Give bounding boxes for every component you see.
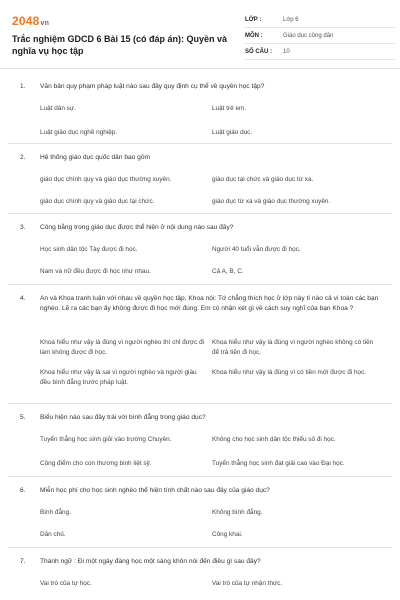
option-a[interactable]: giáo dục chính quy và giáo dục thường xuyên. bbox=[40, 176, 172, 183]
option-c[interactable]: Nam và nữ đều được đi học như nhau. bbox=[40, 268, 151, 275]
divider bbox=[8, 213, 392, 214]
option-a[interactable]: Khoa hiểu như vậy là đúng vì người nghèo thì chỉ được đi làm không được đi học. bbox=[40, 339, 205, 356]
option-b[interactable]: Không bình đẳng. bbox=[212, 509, 263, 516]
question-text: Công bằng trong giáo dục được thể hiện ở nội dung nào sau đây? bbox=[40, 224, 234, 231]
option-b[interactable]: Khoa hiểu như vậy là đúng vì người nghèo không có tiền để trả tiền đi học. bbox=[212, 339, 374, 356]
option-b[interactable]: Vai trò của tự nhận thức. bbox=[212, 580, 283, 587]
option-a[interactable]: Tuyển thẳng học sinh giỏi vào trường Chuyên. bbox=[40, 436, 172, 443]
divider bbox=[8, 143, 392, 144]
question-number: 1. bbox=[20, 83, 26, 90]
meta-row-subject bbox=[245, 28, 395, 44]
meta-value: Giáo dục công dân bbox=[283, 32, 334, 39]
divider bbox=[8, 284, 392, 285]
option-d[interactable]: Công khai. bbox=[212, 531, 243, 538]
question-text: Thành ngữ : Đi một ngày đàng học một sàng khôn nói đến điều gì sau đây? bbox=[40, 558, 261, 565]
question-number: 6. bbox=[20, 487, 26, 494]
option-c[interactable]: Luật giáo dục nghề nghiệp. bbox=[40, 129, 118, 136]
meta-row-class bbox=[245, 12, 395, 28]
meta-label: LỚP : bbox=[245, 16, 262, 23]
option-c[interactable]: Dân chủ. bbox=[40, 531, 66, 538]
site-logo[interactable] bbox=[12, 14, 49, 28]
question-number: 2. bbox=[20, 154, 26, 161]
question-number: 5. bbox=[20, 414, 26, 421]
divider bbox=[8, 476, 392, 477]
page-header bbox=[0, 0, 400, 69]
divider bbox=[8, 547, 392, 548]
question-number: 4. bbox=[20, 295, 26, 302]
meta-value: Lớp 6 bbox=[283, 16, 299, 23]
option-c[interactable]: giáo dục chính quy và giáo dục tại chức. bbox=[40, 198, 155, 205]
question-text: Miễn học phí cho học sinh nghèo thể hiện tính chất nào sau đây của giáo dục? bbox=[40, 487, 270, 494]
option-d[interactable]: Tuyển thẳng học sinh đạt giải cao vào Đại học. bbox=[212, 460, 345, 467]
meta-table bbox=[245, 12, 395, 60]
meta-row-count bbox=[245, 44, 395, 60]
option-a[interactable]: Bình đẳng. bbox=[40, 509, 71, 516]
option-a[interactable]: Luật dân sự. bbox=[40, 105, 76, 112]
logo-text: 2048 bbox=[12, 14, 40, 28]
question-number: 7. bbox=[20, 558, 26, 565]
option-c[interactable]: Khoa hiểu như vậy là sai vì người nghèo và người giàu đều bình đẳng trước pháp luật. bbox=[40, 369, 197, 386]
option-a[interactable]: Học sinh dân tộc Tày được đi học. bbox=[40, 246, 138, 253]
question-text: Biểu hiện nào sau đây trái với bình đẳng trong giáo dục? bbox=[40, 414, 206, 421]
option-b[interactable]: Người 40 tuổi vẫn được đi học. bbox=[212, 246, 301, 253]
option-b[interactable]: giáo dục tại chức và giáo dục từ xa. bbox=[212, 176, 314, 183]
question-text: Văn bản quy phạm pháp luật nào sau đây quy định cụ thể về quyền học tập? bbox=[40, 83, 265, 90]
option-d[interactable]: Cả A, B, C. bbox=[212, 268, 244, 275]
page-title: Trắc nghiệm GDCD 6 Bài 15 (có đáp án): Quyền và nghĩa vụ học tập bbox=[12, 34, 228, 56]
question-number: 3. bbox=[20, 224, 26, 231]
option-d[interactable]: giáo dục từ xa và giáo dục thường xuyên. bbox=[212, 198, 331, 205]
meta-label: SỐ CÂU : bbox=[245, 48, 272, 55]
divider bbox=[8, 403, 392, 404]
option-c[interactable]: Cộng điểm cho con thương binh liệt sỹ. bbox=[40, 460, 152, 467]
option-d[interactable]: Luật giáo dục. bbox=[212, 129, 253, 136]
option-b[interactable]: Luật trẻ em. bbox=[212, 105, 247, 112]
option-a[interactable]: Vai trò của tự học. bbox=[40, 580, 92, 587]
meta-value: 10 bbox=[283, 48, 290, 55]
option-d[interactable]: Khoa hiểu như vậy là đúng vì có tiền mới được đi học. bbox=[212, 369, 367, 376]
question-text: Hệ thống giáo dục quốc dân bao gồm bbox=[40, 154, 150, 161]
option-b[interactable]: Không cho học sinh dân tộc thiểu số đi học. bbox=[212, 436, 336, 443]
meta-label: MÔN : bbox=[245, 32, 263, 39]
question-text: An và Khoa tranh luận với nhau về quyền học tập, Khoa nói: Tớ chẳng thích học ở lớp này tí nào cả vì toàn các bạn nghèo. Lẽ ra các bạn ấy không được đi học mới đúng. Em có nhận xét gì về cách suy nghĩ của bạn Khoa ? bbox=[40, 295, 379, 312]
logo-suffix: vn bbox=[40, 20, 50, 27]
